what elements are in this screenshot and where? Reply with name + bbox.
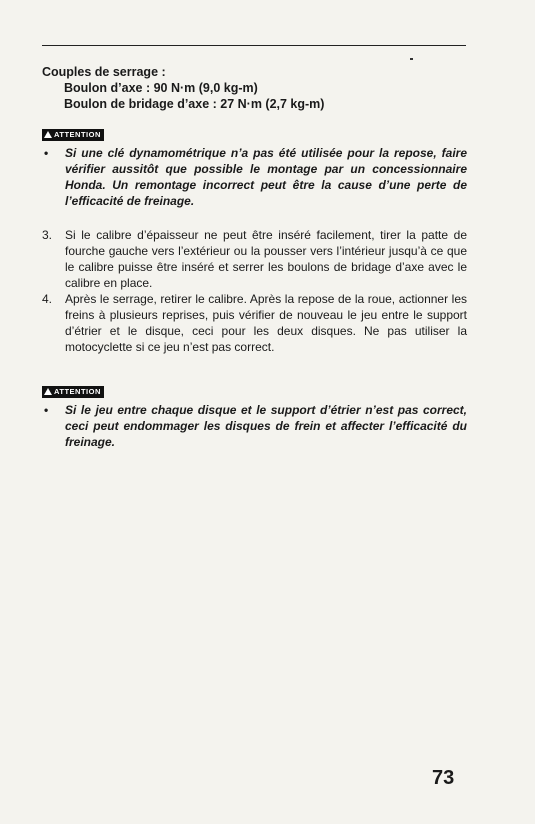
warning-triangle-icon [44, 131, 52, 138]
step-3 [42, 227, 467, 291]
step-number: 3. [42, 228, 53, 242]
step-text: Après le serrage, retirer le calibre. Après la repose de la roue, actionner les freins à plusieurs reprises, puis vérifier de nouveau le jeu entre le support d’étrier et le disque, ceci pour les deux disques. Ne pas utiliser la motocyclette si ce jeu n’est pas correct. [65, 292, 467, 354]
warning-badge [42, 129, 104, 141]
warning-block-1 [42, 124, 467, 209]
step-4 [42, 291, 467, 355]
warning-label: ATTENTION [54, 387, 101, 396]
step-text: Si le calibre d’épaisseur ne peut être inséré facilement, tirer la patte de fourche gauche vers l’extérieur ou la pousser vers l’intérieur jusqu’à ce que le calibre puisse être inséré et serrer les boulons de bridage d’axe avec le calibre en place. [65, 228, 467, 290]
warning-body: Si une clé dynamométrique n’a pas été utilisée pour la repose, faire vérifier aussitôt que possible le montage par un concessionnaire Honda. Un remontage incorrect peut être la cause d’une perte de l’efficacité de freinage. [65, 146, 467, 208]
torque-title: Couples de serrage : [42, 65, 166, 79]
warning-body: Si le jeu entre chaque disque et le support d’étrier n’est pas correct, ceci peut endommager les disques de frein et affecter l’efficacité du freinage. [65, 403, 467, 449]
bullet: • [44, 403, 49, 417]
warning-badge [42, 386, 104, 398]
top-rule [42, 45, 466, 46]
bullet: • [44, 146, 49, 160]
warning-text [42, 145, 467, 209]
warning-triangle-icon [44, 388, 52, 395]
print-speck [410, 58, 413, 60]
warning-label: ATTENTION [54, 130, 101, 139]
page-number: 73 [432, 767, 455, 789]
step-list [42, 227, 467, 355]
page-content [42, 64, 467, 450]
torque-axle-bolt: Boulon d’axe : 90 N·m (9,0 kg-m) [64, 81, 258, 95]
torque-pinch-bolt: Boulon de bridage d’axe : 27 N·m (2,7 kg-m) [64, 97, 325, 111]
warning-block-2 [42, 381, 467, 450]
step-number: 4. [42, 292, 53, 306]
warning-text [42, 402, 467, 450]
